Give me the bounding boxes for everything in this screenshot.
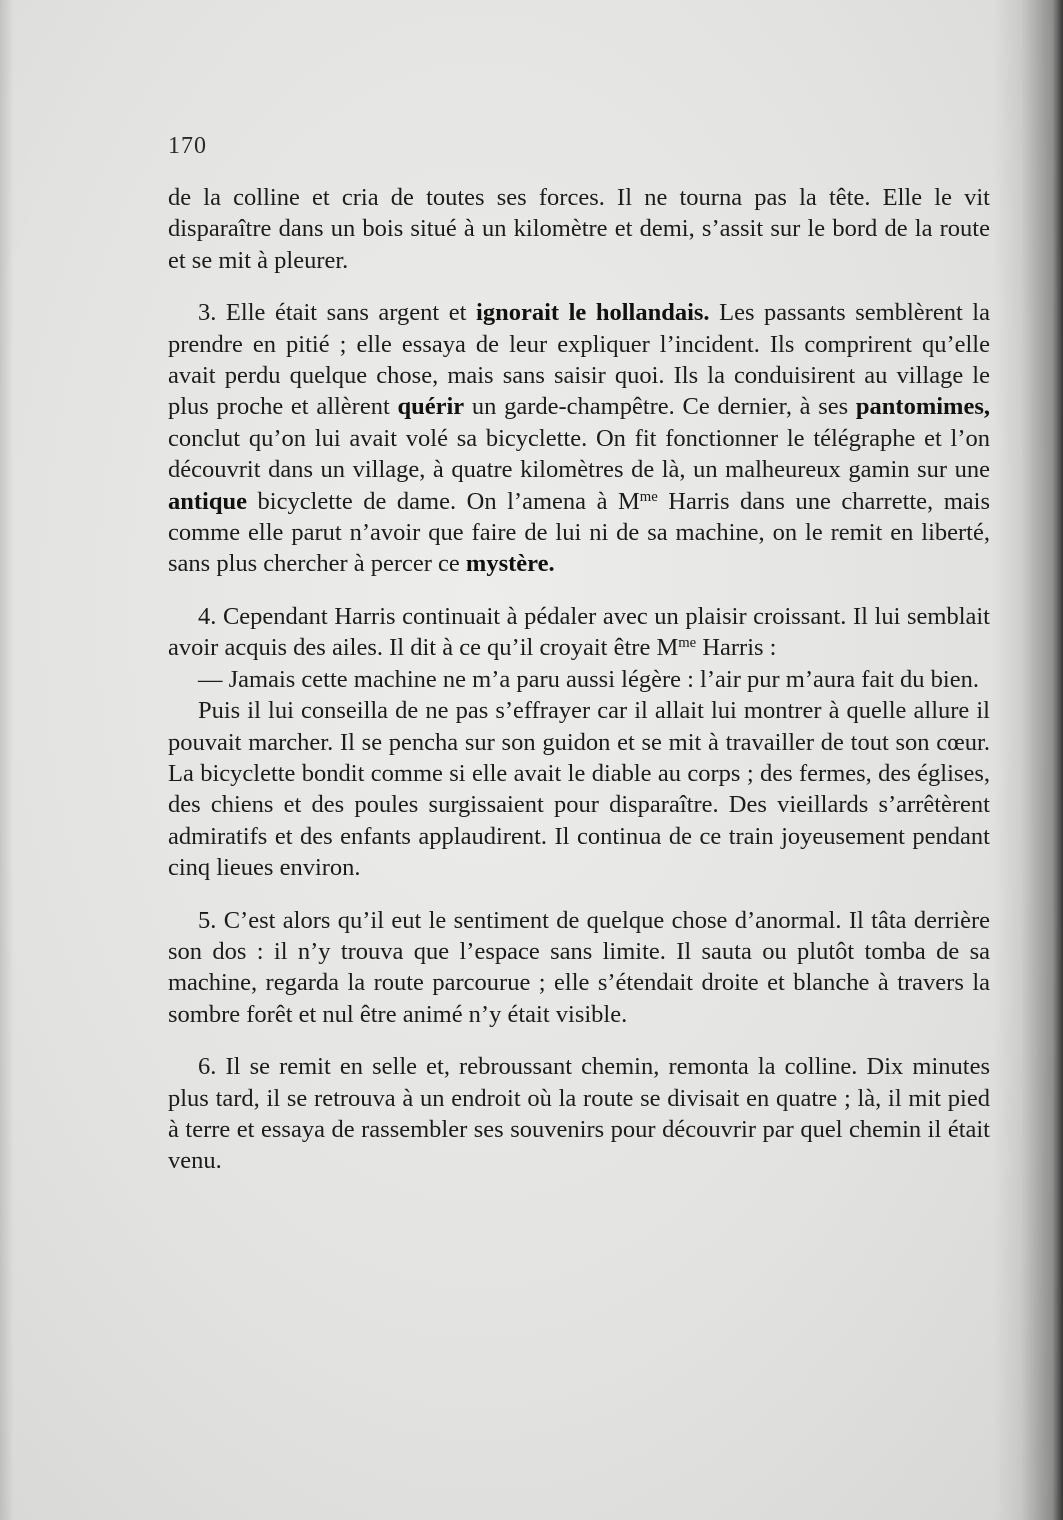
paragraph-p-continuation — [168, 182, 990, 276]
body-text — [168, 182, 990, 1198]
text-segment: 4. Cependant Harris continuait à pédaler avec un plaisir croissant. Il lui semblait avoir acquis des ailes. Il dit à ce qu’il croyait être M — [168, 602, 990, 662]
text-segment: — Jamais cette machine ne m’a paru aussi légère : l’air pur m’aura fait du bien. — [198, 665, 979, 693]
text-segment: un garde-champêtre. Ce dernier, à ses — [464, 393, 856, 421]
text-segment: 6. Il se remit en selle et, rebroussant chemin, remonta la colline. Dix minutes plus tard, il se retrouva à un endroit où la route se divisait en quatre ; là, il mit pied à terre et essaya de rassembler ses souvenirs pour découvrir par quel chemin il était venu. — [168, 1053, 990, 1175]
bold-term: quérir — [397, 393, 465, 421]
text-segment: Harris : — [696, 634, 777, 662]
text-segment: bicyclette de dame. On l’amena à M — [246, 487, 640, 515]
bold-term: ignorait le hollandais. — [476, 299, 710, 327]
paragraph-p-4a — [168, 601, 990, 664]
text-segment: conclut qu’on lui avait volé sa bicyclette. On fit fonctionner le télégraphe et l’on découvrit dans un village, à quatre kilomètres de là, un malheureux gamin sur une — [168, 424, 990, 484]
text-segment: Les passants semblèrent la prendre en pitié ; elle essaya de leur expliquer l’incident. Ils comprirent qu’elle avait perdu quelque chose, mais sans saisir quoi. Ils la conduisirent au village le plus proche et allèrent — [168, 299, 990, 421]
paragraph-p-5 — [168, 905, 990, 1031]
superscript-text: me — [678, 635, 697, 652]
text-segment: Puis il lui conseilla de ne pas s’effrayer car il allait lui montrer à quelle allure il pouvait marcher. Il se pencha sur son guidon et se mit à travailler de tout son cœur. La bicyclette bondit comme si elle avait le diable au corps ; des fermes, des églises, des chiens et des poules surgissaient pour disparaître. Des vieillards s’arrêtèrent admiratifs et des enfants applaudirent. Il continua de ce train joyeusement pendant cinq lieues environ. — [168, 697, 990, 882]
bold-term: mystère. — [465, 550, 555, 578]
text-segment: 5. C’est alors qu’il eut le sentiment de quelque chose d’anormal. Il tâta derrière son dos : il n’y trouva que l’espace sans limite. Il sauta ou plutôt tomba de sa machine, regarda la route parcourue ; elle s’étendait droite et blanche à travers la sombre forêt et nul être animé n’y était visible. — [168, 906, 990, 1028]
paragraph-p-4b — [168, 664, 990, 695]
page-number: 170 — [168, 133, 207, 159]
text-segment: de la colline et cria de toutes ses forces. Il ne tourna pas la tête. Elle le vit disparaître dans un bois situé à un kilomètre et demi, s’assit sur le bord de la route et se mit à pleurer. — [168, 184, 990, 274]
bold-term: antique — [168, 487, 247, 515]
superscript-text: me — [639, 488, 658, 505]
paragraph-p-6 — [168, 1051, 990, 1177]
page-left-edge — [0, 0, 14, 1520]
binding-shadow — [993, 0, 1063, 1520]
paragraph-p-4c — [168, 695, 990, 883]
paragraph-p-3 — [168, 297, 990, 580]
bold-term: pantomimes, — [855, 393, 990, 421]
text-segment: Harris dans une charrette, mais comme elle parut n’avoir que faire de lui ni de sa machine, on le remit en liberté, sans plus chercher à percer ce — [168, 487, 990, 578]
text-segment: 3. Elle était sans argent et — [198, 299, 477, 327]
